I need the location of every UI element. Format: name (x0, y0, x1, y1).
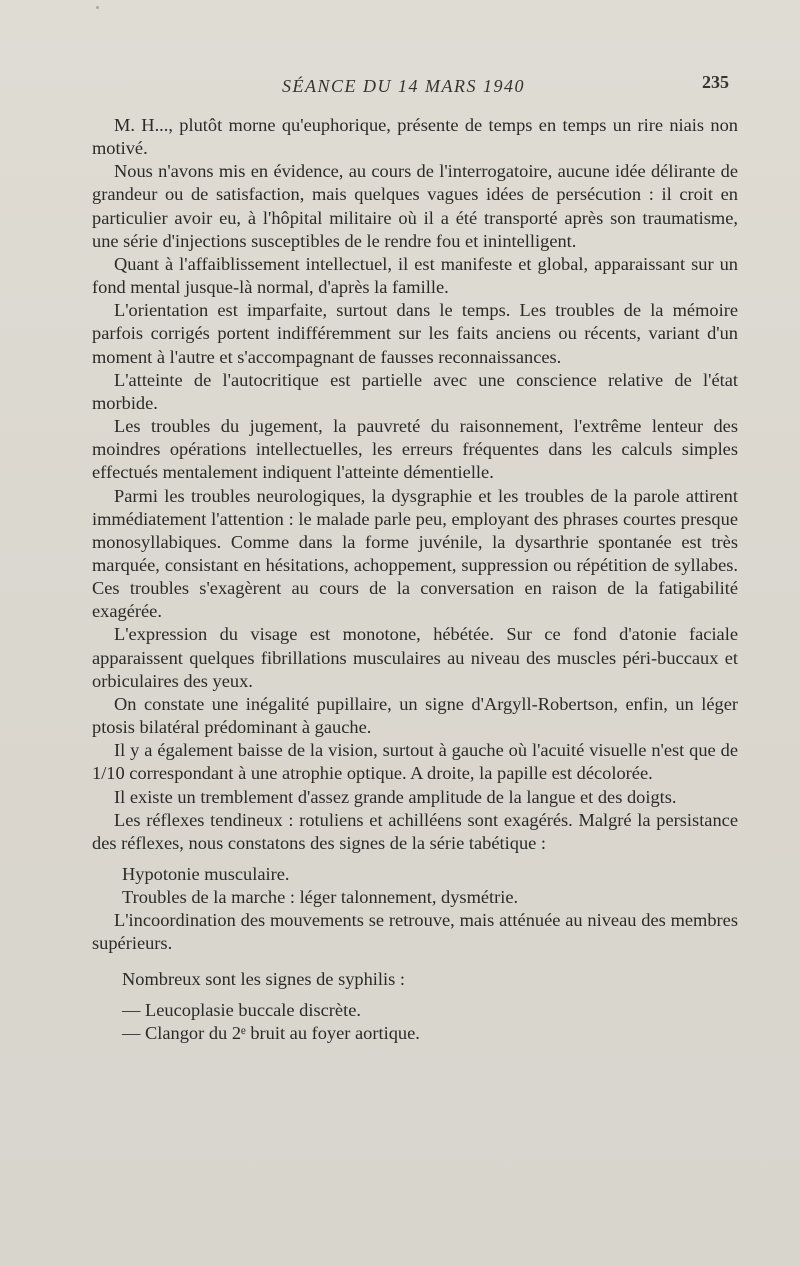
running-head: SÉANCE DU 14 MARS 1940 (282, 76, 525, 96)
body-text (92, 114, 738, 1045)
paragraph: L'incoordination des mouvements se retrouve, mais atténuée au niveau des membres supérieurs. (92, 910, 738, 954)
tabetic-sign-item: Troubles de la marche : léger talonnement, dysmétrie. (122, 887, 519, 908)
paragraph: Il y a également baisse de la vision, surtout à gauche où l'acuité visuelle n'est que de 1/10 correspondant à une atrophie optique. A droite, la papille est décolorée. (92, 740, 738, 784)
paper-speck (96, 6, 99, 9)
paragraph: L'expression du visage est monotone, hébétée. Sur ce fond d'atonie faciale apparaissent quelques fibrillations musculaires au niveau des muscles péri-buccaux et orbiculaires des yeux. (92, 624, 738, 691)
paragraph: Parmi les troubles neurologiques, la dysgraphie et les troubles de la parole attirent immédiatement l'attention : le malade parle peu, employant des phrases courtes presque monosyllabiques. Comme dans la forme juvénile, la dysarthrie spontanée est très marquée, consistant en hésitations, achoppement, suppression ou répétition de syllabes. Ces troubles s'exagèrent au cours de la conversation en raison de la fatigabilité exagérée. (92, 485, 738, 622)
paragraph: On constate une inégalité pupillaire, un signe d'Argyll-Robertson, enfin, un léger ptosis bilatéral prédominant à gauche. (92, 693, 738, 738)
page-header (0, 72, 800, 102)
paragraph: L'atteinte de l'autocritique est partielle avec une conscience relative de l'état morbide. (92, 369, 738, 413)
paragraph: L'orientation est imparfaite, surtout dans le temps. Les troubles de la mémoire parfois corrigés portent indifféremment sur les faits anciens ou récents, variant d'un moment à l'autre et s'accompagnant de fausses reconnaissances. (92, 300, 738, 367)
paragraph: Il existe un tremblement d'assez grande amplitude de la langue et des doigts. (114, 786, 677, 807)
syphilis-sign-item: — Clangor du 2ᵉ bruit au foyer aortique. (122, 1022, 420, 1043)
page-number: 235 (702, 72, 729, 92)
syphilis-intro: Nombreux sont les signes de syphilis : (122, 968, 405, 989)
paragraph: M. H..., plutôt morne qu'euphorique, présente de temps en temps un rire niais non motivé. (92, 115, 738, 159)
paragraph: Quant à l'affaiblissement intellectuel, il est manifeste et global, apparaissant sur un fond mental jusque-là normal, d'après la famille. (92, 253, 738, 298)
tabetic-sign-item: Hypotonie musculaire. (122, 864, 290, 884)
paragraph: Les troubles du jugement, la pauvreté du raisonnement, l'extrême lenteur des moindres opérations intellectuelles, les erreurs fréquentes dans les calculs simples effectués mentalement indiquent l'atteinte démentielle. (92, 416, 738, 483)
paragraph: Nous n'avons mis en évidence, au cours de l'interrogatoire, aucune idée délirante de grandeur ou de satisfaction, mais quelques vagues idées de persécution : il croit en particulier avoir eu, à l'hôpital militaire où il a été transporté après son traumatisme, une série d'injections susceptibles de le rendre fou et inintelligent. (92, 161, 738, 251)
syphilis-sign-item: — Leucoplasie buccale discrète. (122, 999, 361, 1020)
paragraph: Les réflexes tendineux : rotuliens et achilléens sont exagérés. Malgré la persistance des réflexes, nous constatons des signes de la série tabétique : (92, 809, 738, 853)
